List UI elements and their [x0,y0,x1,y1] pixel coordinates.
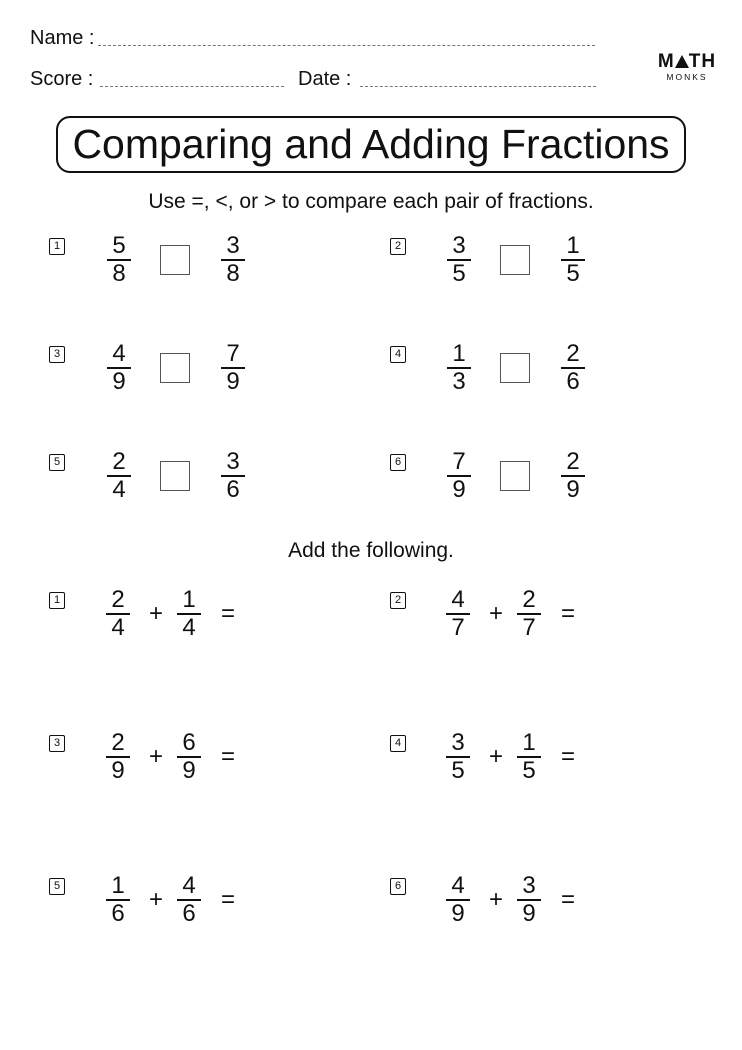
plus-sign: + [489,886,504,913]
denominator: 5 [451,756,465,784]
compare-problem [105,338,247,398]
numerator: 1 [111,872,125,900]
title-box [56,116,686,173]
denominator: 6 [226,475,240,503]
numerator: 4 [451,586,465,614]
score-label: Score : [30,68,94,90]
denominator: 7 [451,613,465,641]
plus-sign: + [149,600,164,627]
fraction-right [515,587,543,641]
logo-letters-th: TH [688,51,717,72]
numerator: 2 [112,448,126,476]
problem-number: 5 [49,454,65,471]
problem-number: 5 [49,878,65,895]
plus-sign: + [489,600,504,627]
numerator: 2 [566,340,580,368]
fraction-left [105,341,133,395]
page-title: Comparing and Adding Fractions [72,121,670,167]
date-label: Date : [298,68,352,90]
numerator: 1 [182,586,196,614]
numerator: 2 [566,448,580,476]
denominator: 9 [111,756,125,784]
denominator: 6 [182,899,196,927]
denominator: 4 [111,613,125,641]
fraction-left [444,587,472,641]
numerator: 6 [182,729,196,757]
problem-number: 1 [49,238,65,255]
numerator: 2 [111,586,125,614]
triangle-icon [675,55,689,68]
fraction-left [104,730,132,784]
plus-sign: + [149,886,164,913]
numerator: 3 [226,232,240,260]
numerator: 3 [452,232,466,260]
compare-problem [105,446,247,506]
numerator: 5 [112,232,126,260]
fraction-right [515,873,543,927]
denominator: 4 [112,475,126,503]
fraction-left [444,730,472,784]
numerator: 4 [451,872,465,900]
denominator: 8 [112,259,126,287]
add-problem [104,727,235,787]
equals-sign: = [221,886,236,913]
add-problem [444,727,575,787]
math-monks-logo [657,52,717,83]
add-problem [104,870,235,930]
add-problem [104,584,235,644]
fraction-right [219,233,247,287]
numerator: 3 [226,448,240,476]
denominator: 5 [452,259,466,287]
problem-number: 4 [390,735,406,752]
answer-box[interactable] [160,461,190,491]
plus-sign: + [489,743,504,770]
numerator: 3 [451,729,465,757]
name-label: Name : [30,27,95,49]
numerator: 4 [182,872,196,900]
equals-sign: = [561,600,576,627]
denominator: 9 [522,899,536,927]
equals-sign: = [221,743,236,770]
fraction-left [105,233,133,287]
denominator: 3 [452,367,466,395]
fraction-right [515,730,543,784]
denominator: 7 [522,613,536,641]
equals-sign: = [221,600,236,627]
denominator: 6 [111,899,125,927]
denominator: 9 [182,756,196,784]
equals-sign: = [561,743,576,770]
denominator: 5 [522,756,536,784]
denominator: 9 [452,475,466,503]
equals-sign: = [561,886,576,913]
answer-box[interactable] [160,353,190,383]
answer-box[interactable] [500,353,530,383]
numerator: 1 [522,729,536,757]
numerator: 4 [112,340,126,368]
add-instruction: Add the following. [288,539,454,562]
problem-number: 6 [390,878,406,895]
compare-problem [445,230,587,290]
numerator: 2 [111,729,125,757]
denominator: 9 [112,367,126,395]
answer-box[interactable] [500,461,530,491]
denominator: 9 [451,899,465,927]
denominator: 4 [182,613,196,641]
problem-number: 1 [49,592,65,609]
answer-box[interactable] [160,245,190,275]
date-field[interactable] [360,86,596,87]
compare-instruction: Use =, <, or > to compare each pair of fractions. [148,190,594,213]
fraction-left [104,587,132,641]
score-field[interactable] [100,86,284,87]
compare-problem [445,446,587,506]
numerator: 3 [522,872,536,900]
numerator: 1 [452,340,466,368]
fraction-right [175,873,203,927]
answer-box[interactable] [500,245,530,275]
plus-sign: + [149,743,164,770]
fraction-right [219,341,247,395]
logo-subtext: MONKS [666,72,708,82]
compare-problem [105,230,247,290]
denominator: 9 [566,475,580,503]
problem-number: 3 [49,346,65,363]
fraction-right [559,233,587,287]
fraction-left [444,873,472,927]
numerator: 7 [226,340,240,368]
fraction-left [105,449,133,503]
problem-number: 2 [390,238,406,255]
name-field[interactable] [98,45,595,46]
problem-number: 6 [390,454,406,471]
problem-number: 3 [49,735,65,752]
numerator: 2 [522,586,536,614]
fraction-left [445,341,473,395]
fraction-right [175,587,203,641]
denominator: 5 [566,259,580,287]
denominator: 8 [226,259,240,287]
add-problem [444,870,575,930]
numerator: 1 [566,232,580,260]
problem-number: 2 [390,592,406,609]
problem-number: 4 [390,346,406,363]
add-problem [444,584,575,644]
logo-letter-m: M [657,51,675,72]
compare-problem [445,338,587,398]
fraction-left [104,873,132,927]
fraction-left [445,449,473,503]
denominator: 6 [566,367,580,395]
denominator: 9 [226,367,240,395]
fraction-left [445,233,473,287]
numerator: 7 [452,448,466,476]
fraction-right [559,341,587,395]
fraction-right [175,730,203,784]
fraction-right [559,449,587,503]
fraction-right [219,449,247,503]
